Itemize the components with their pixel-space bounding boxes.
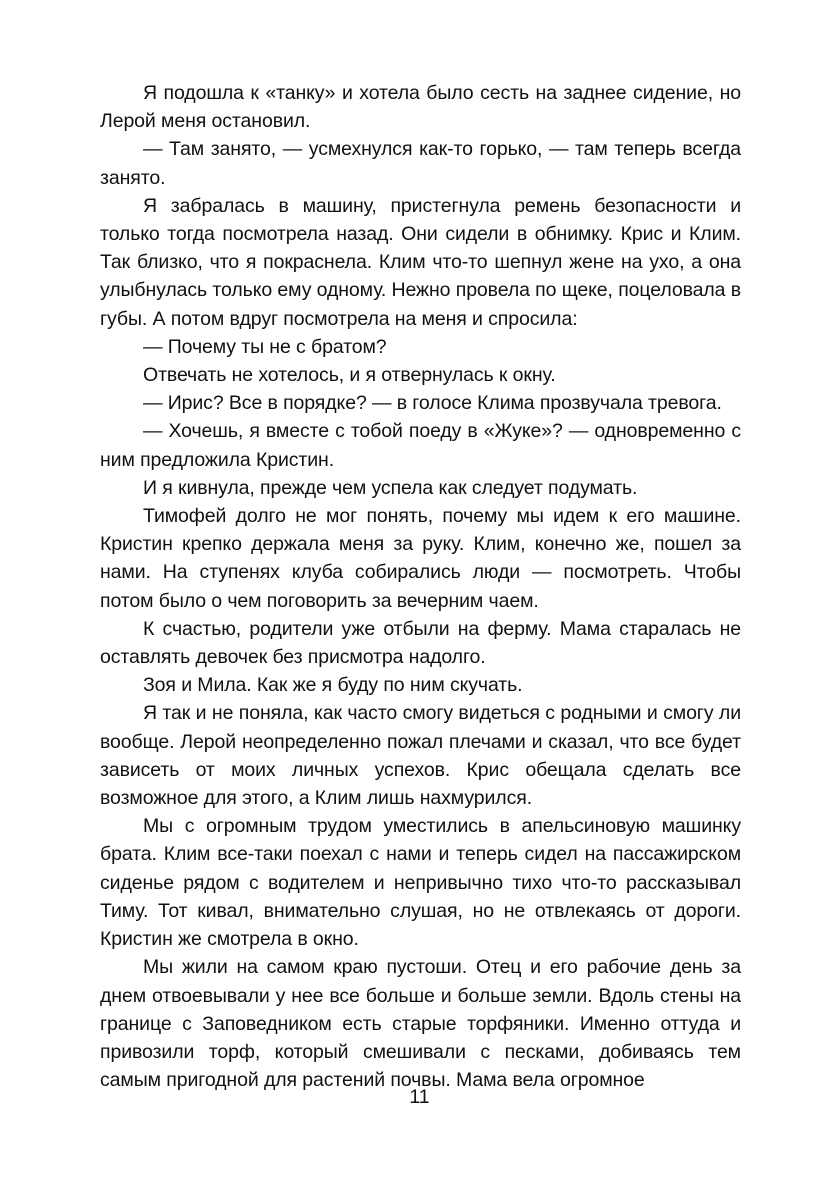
paragraph: — Там занято, — усмехнулся как-то горько, — там теперь всегда занято. — [100, 138, 741, 189]
paragraph: Мы с огромным трудом уместились в апельсиновую машинку брата. Клим все-таки поехал с нами и теперь сидел на пассажирском сиденье рядом с водителем и непривычно тихо что-то рассказывал Тиму. Тот кивал, внимательно слушая, но не отвлекаясь от дороги. Кристин же смотрела в окно. — [100, 815, 741, 951]
page-number: 11 — [409, 1086, 430, 1108]
paragraph: — Хочешь, я вместе с тобой поеду в «Жуке»? — одновременно с ним предложила Кристин. — [100, 420, 741, 471]
paragraph: Мы жили на самом краю пустоши. Отец и его рабочие день за днем отвоевывали у нее все больше и больше земли. Вдоль стены на границе с Заповедником есть старые торфяники. Именно оттуда и привозили торф, который смешивали с песками, добиваясь тем самым пригодной для растений почвы. Мама вела огромное — [100, 956, 741, 1092]
page-body — [100, 79, 741, 1094]
paragraph: Я забралась в машину, пристегнула ремень безопасности и только тогда посмотрела назад. Они сидели в обнимку. Крис и Клим. Так близко, что я покраснела. Клим что-то шепнул жене на ухо, а она улыбнулась только ему одному. Нежно провела по щеке, поцеловала в губы. А потом вдруг посмотрела на меня и спросила: — [100, 194, 741, 330]
paragraph: К счастью, родители уже отбыли на ферму. Мама старалась не оставлять девочек без присмотра надолго. — [100, 617, 741, 669]
paragraph: Тимофей долго не мог понять, почему мы идем к его машине. Кристин крепко держала меня за руку. Клим, конечно же, пошел за нами. На ступенях клуба собирались люди — посмотреть. Чтобы потом было о чем поговорить за вечерним чаем. — [100, 505, 741, 612]
paragraph: Я так и не поняла, как часто смогу видеться с родными и смогу ли вообще. Лерой неопределенно пожал плечами и сказал, что все будет зависеть от моих личных успехов. Крис обещала сделать все возможное для этого, а Клим лишь нахмурился. — [100, 702, 741, 810]
paragraph: — Почему ты не с братом? — [143, 335, 387, 358]
paragraph: Зоя и Мила. Как же я буду по ним скучать. — [143, 674, 523, 697]
paragraph: И я кивнула, прежде чем успела как следует подумать. — [143, 476, 638, 499]
paragraph: Отвечать не хотелось, и я отвернулась к окну. — [143, 364, 556, 387]
paragraph: Я подошла к «танку» и хотела было сесть на заднее сидение, но Лерой меня остановил. — [100, 82, 741, 133]
paragraph: — Ирис? Все в порядке? — в голосе Клима прозвучала тревога. — [143, 392, 722, 415]
